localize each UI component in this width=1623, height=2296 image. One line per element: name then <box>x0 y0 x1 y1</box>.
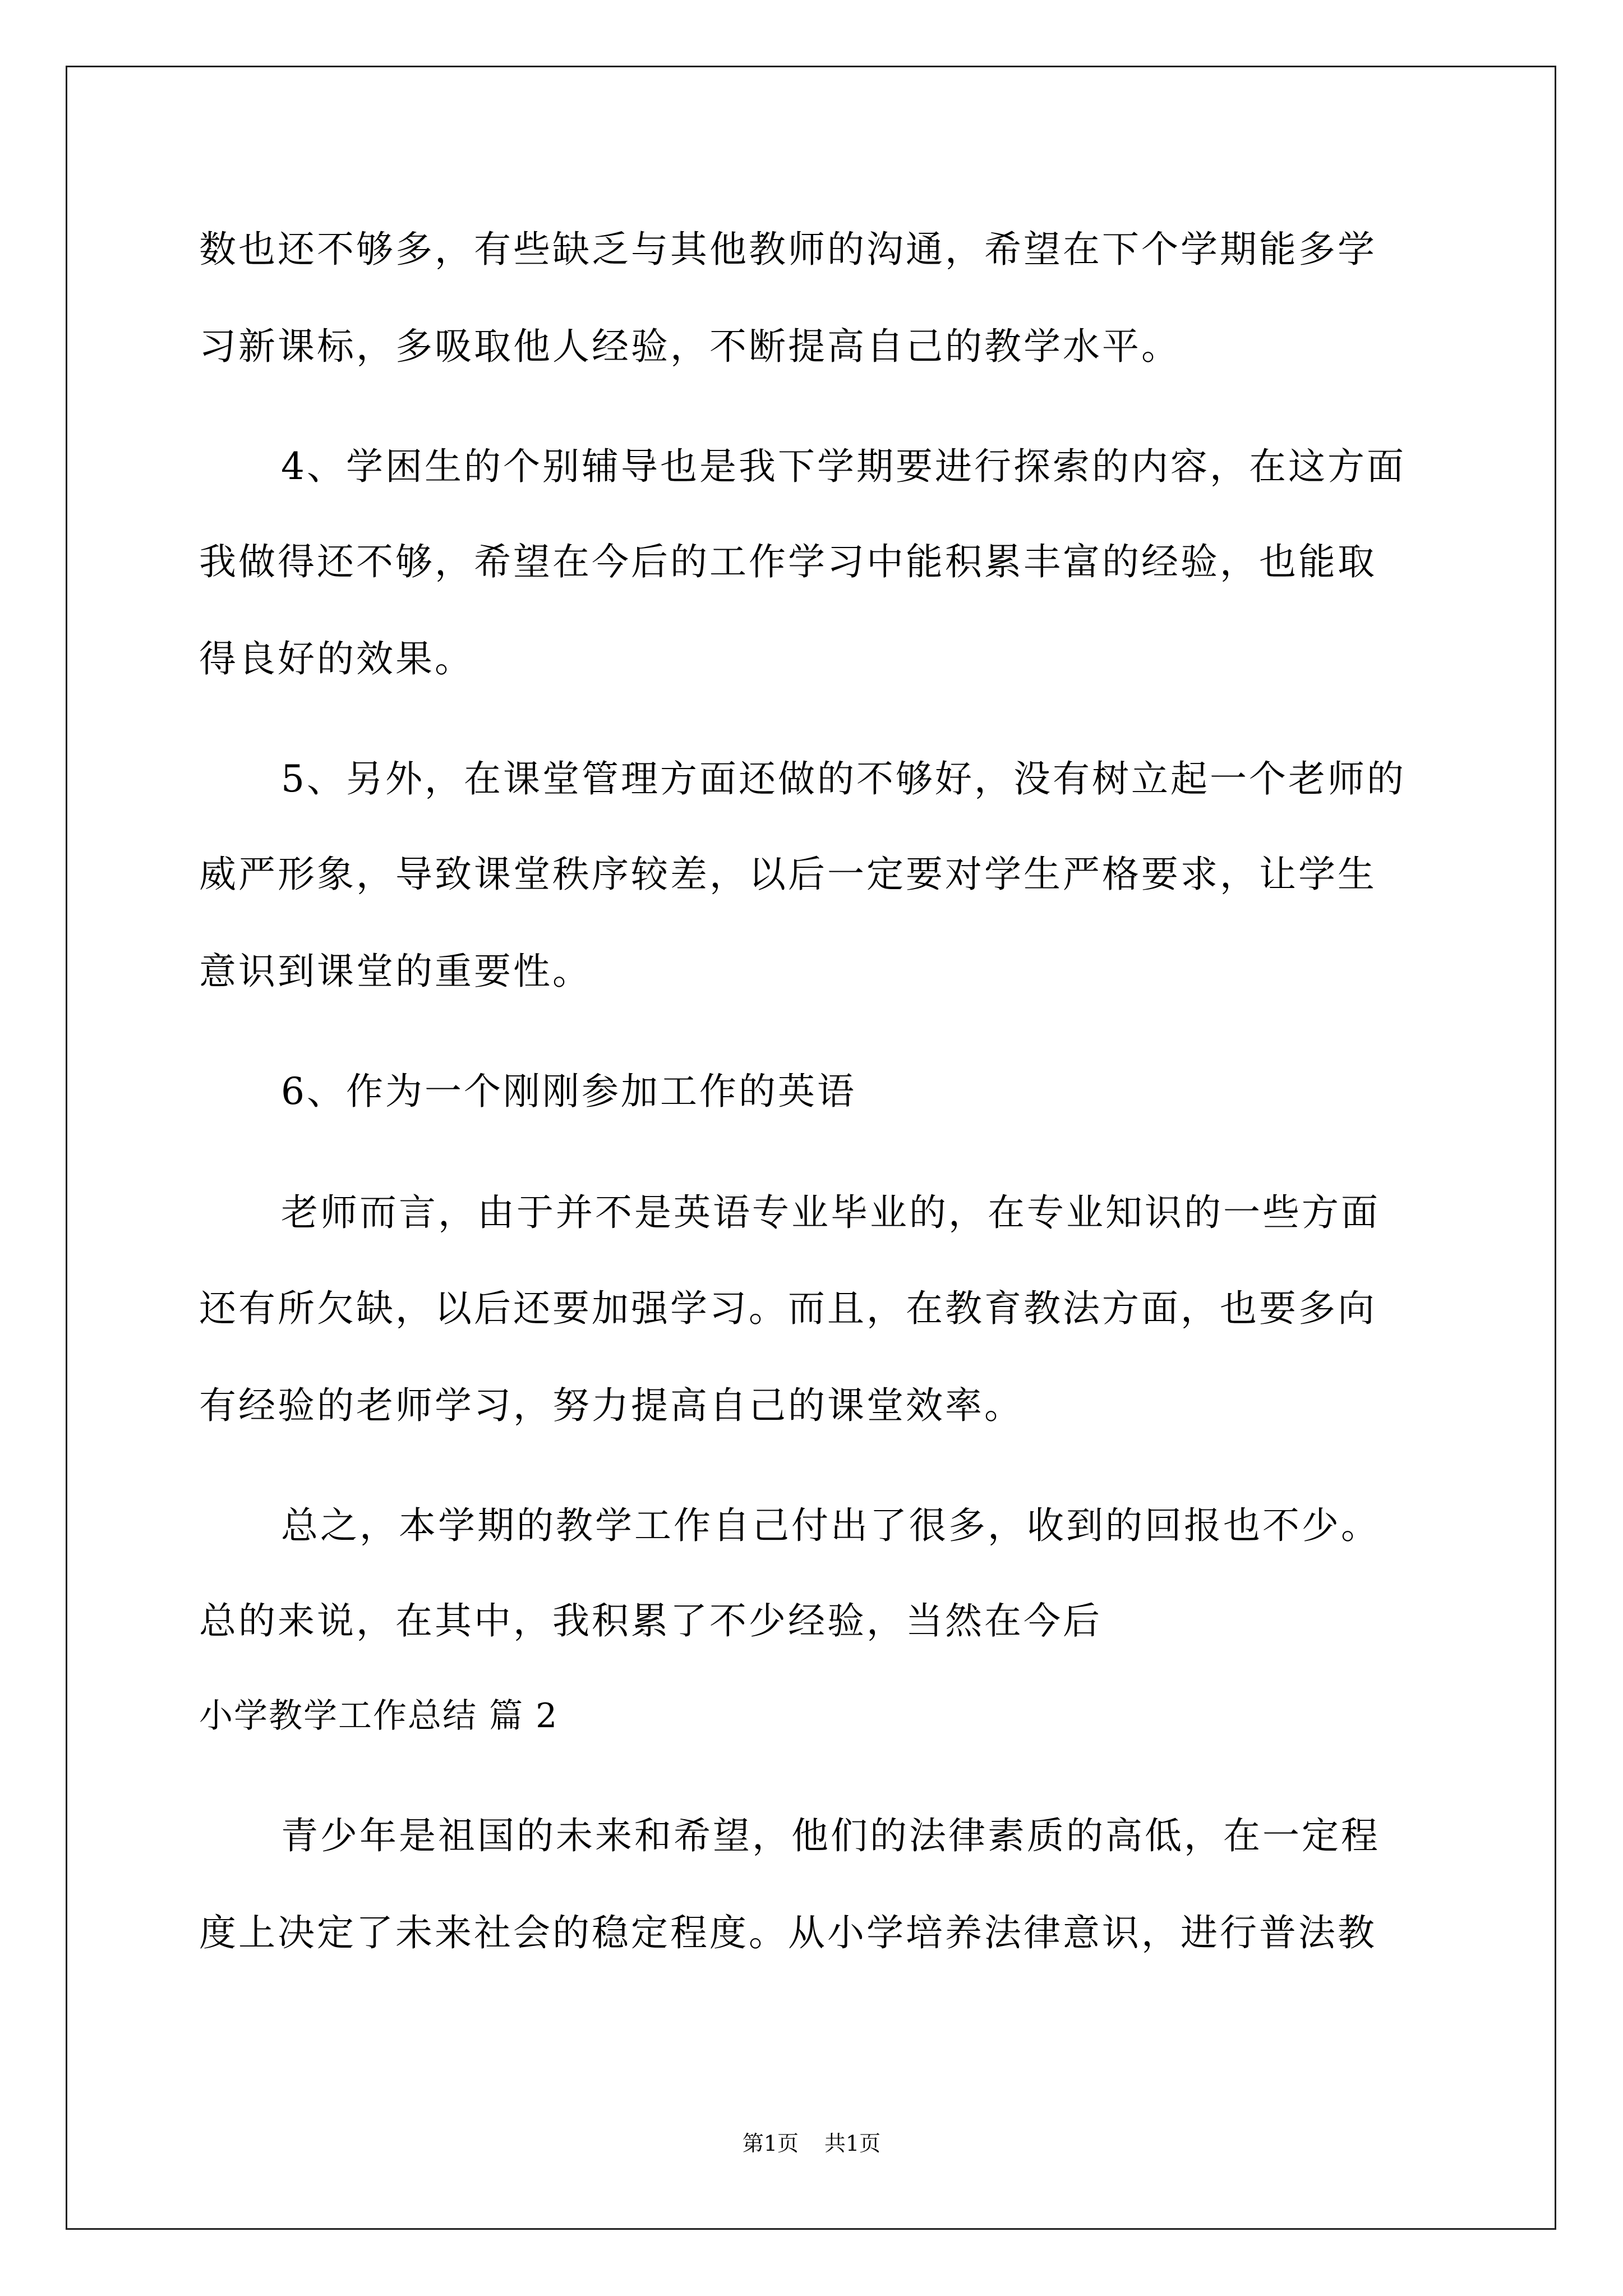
paragraph-line: 习新课标，多吸取他人经验，不断提高自己的教学水平。 <box>199 325 1181 368</box>
paragraph-line: 青少年是祖国的未来和希望，他们的法律素质的高低，在一定程 <box>281 1814 1380 1857</box>
section-heading: 小学教学工作总结 篇 2 <box>199 1696 559 1736</box>
paragraph-line: 我做得还不够，希望在今后的工作学习中能积累丰富的经验，也能取 <box>199 540 1377 583</box>
paragraph-line: 老师而言，由于并不是英语专业毕业的，在专业知识的一些方面 <box>281 1191 1380 1234</box>
page-total: 共1页 <box>824 2131 881 2156</box>
paragraph-line: 5、另外，在课堂管理方面还做的不够好，没有树立起一个老师的 <box>281 757 1406 800</box>
paragraph-line: 有经验的老师学习，努力提高自己的课堂效率。 <box>199 1384 1023 1427</box>
paragraph-line: 总的来说，在其中，我积累了不少经验，当然在今后 <box>199 1599 1102 1642</box>
paragraph-line: 总之，本学期的教学工作自己付出了很多，收到的回报也不少。 <box>281 1504 1380 1547</box>
paragraph-line: 度上决定了未来社会的稳定程度。从小学培养法律意识，进行普法教 <box>199 1911 1377 1954</box>
page-border <box>66 66 1556 2230</box>
paragraph-line: 威严形象，导致课堂秩序较差，以后一定要对学生严格要求，让学生 <box>199 853 1377 896</box>
paragraph-line: 意识到课堂的重要性。 <box>199 950 592 993</box>
paragraph-line: 得良好的效果。 <box>199 637 474 680</box>
page-number: 第1页 <box>742 2131 799 2156</box>
paragraph-line: 6、作为一个刚刚参加工作的英语 <box>281 1070 856 1113</box>
paragraph-line: 4、学困生的个别辅导也是我下学期要进行探索的内容，在这方面 <box>281 445 1406 488</box>
paragraph-line: 还有所欠缺，以后还要加强学习。而且，在教育教法方面，也要多向 <box>199 1287 1377 1330</box>
page-footer <box>0 2129 1623 2157</box>
paragraph-line: 数也还不够多，有些缺乏与其他教师的沟通，希望在下个学期能多学 <box>199 228 1377 271</box>
